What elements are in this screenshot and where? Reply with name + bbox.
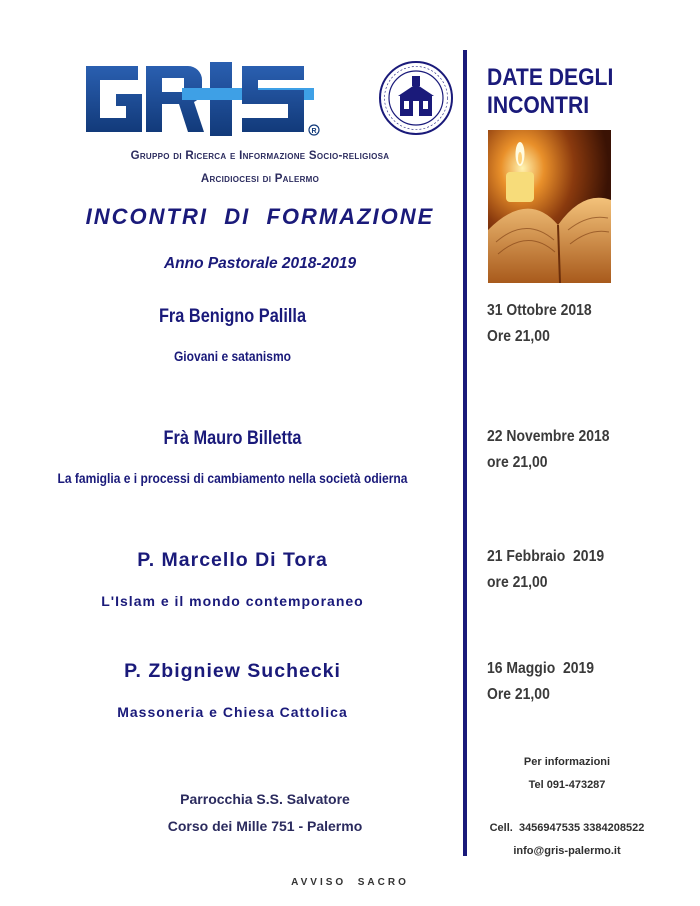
- venue-address: Corso dei Mille 751 - Palermo: [167, 818, 363, 834]
- event-3-topic: L'Islam e il mondo contemporaneo: [101, 593, 364, 609]
- event-1-topic: Giovani e satanismo: [173, 348, 292, 364]
- venue-name: Parrocchia S.S. Salvatore: [180, 791, 350, 807]
- gris-logo: [82, 58, 322, 140]
- candle-book-photo: [488, 130, 611, 283]
- event-3-speaker: P. Marcello Di Tora: [137, 549, 328, 571]
- event-3-time: ore 21,00: [487, 574, 548, 591]
- pastoral-year: Anno Pastorale 2018-2019: [163, 255, 357, 272]
- contact-cell: Cell. 3456947535 3384208522: [489, 822, 645, 834]
- event-4-date: 16 Maggio 2019: [487, 660, 595, 677]
- event-2-time: ore 21,00: [487, 454, 548, 471]
- diocese-name: Arcidiocesi di Palermo: [200, 173, 320, 185]
- contact-label: Per informazioni: [523, 756, 611, 768]
- event-2-topic: La famiglia e i processi di cambiamento nella società odierna: [57, 470, 408, 486]
- event-4-topic: Massoneria e Chiesa Cattolica: [117, 704, 348, 720]
- organization-name: Gruppo di Ricerca e Informazione Socio-religiosa: [130, 150, 390, 162]
- event-1-date: 31 Ottobre 2018: [487, 302, 592, 319]
- column-divider: [463, 50, 467, 856]
- event-2-date: 22 Novembre 2018: [487, 428, 610, 445]
- page-title: INCONTRI DI FORMAZIONE: [85, 204, 435, 229]
- contact-tel: Tel 091-473287: [528, 779, 606, 791]
- event-4-speaker: P. Zbigniew Suchecki: [124, 660, 341, 682]
- event-3-date: 21 Febbraio 2019: [487, 548, 605, 565]
- dates-heading: DATE DEGLI INCONTRI: [487, 64, 614, 119]
- event-1-time: Ore 21,00: [487, 328, 550, 345]
- parish-seal-icon: [378, 60, 454, 136]
- event-2-speaker: Frà Mauro Billetta: [163, 428, 302, 449]
- footer-notice: AVVISO SACRO: [291, 877, 409, 888]
- event-4-time: Ore 21,00: [487, 686, 550, 703]
- contact-email: info@gris-palermo.it: [513, 845, 621, 857]
- svg-text:R: R: [311, 128, 317, 135]
- event-1-speaker: Fra Benigno Palilla: [158, 306, 307, 327]
